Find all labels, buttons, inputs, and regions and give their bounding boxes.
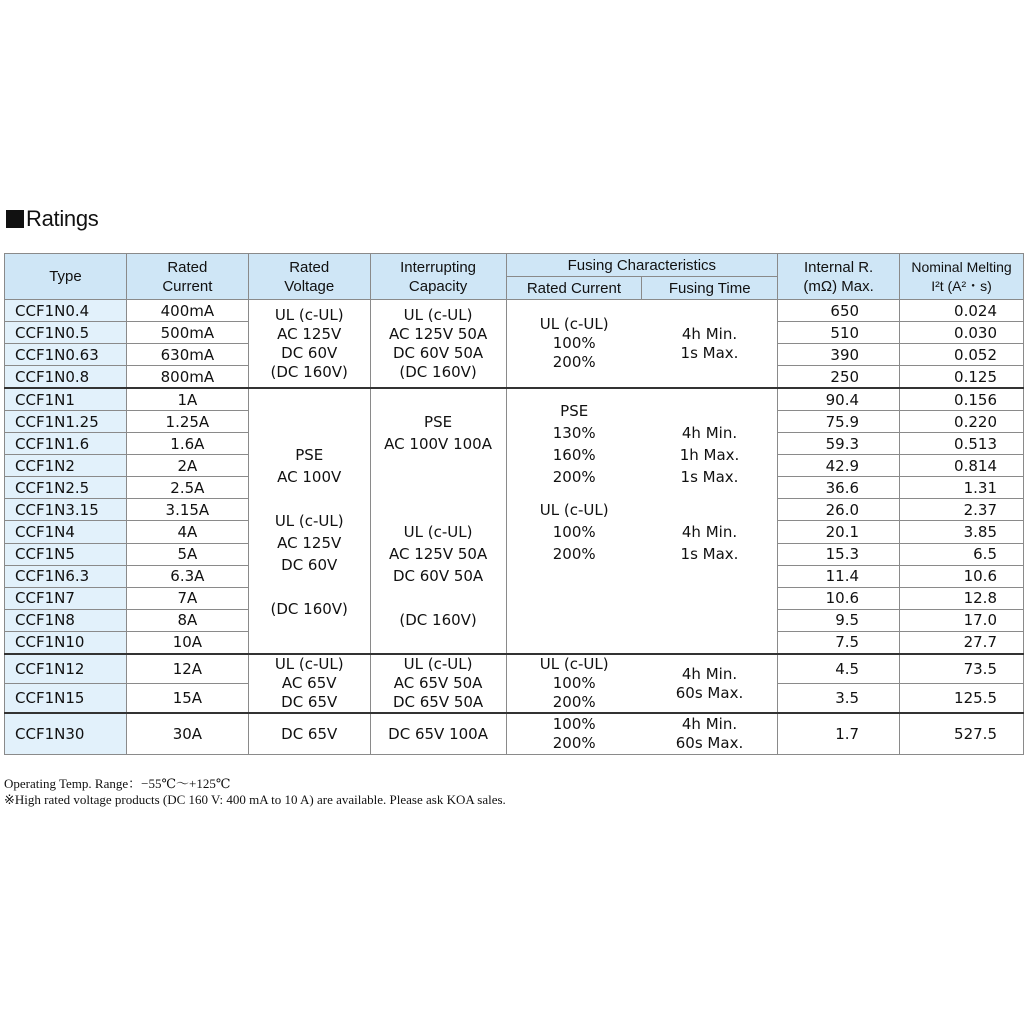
cell-i2t: 2.37 — [900, 499, 1024, 521]
cell-type: CCF1N4 — [5, 521, 127, 543]
header-fc-fusing-time: Fusing Time — [642, 277, 778, 300]
capacity-line: DC 60V 50A — [392, 567, 484, 585]
cell-i2t: 0.156 — [900, 388, 1024, 411]
cell-type: CCF1N2 — [5, 455, 127, 477]
cell-type: CCF1N10 — [5, 631, 127, 654]
cell-current: 1.25A — [126, 411, 248, 433]
cell-internal-r: 11.4 — [778, 565, 900, 587]
cell-current: 1A — [126, 388, 248, 411]
capacity-line: UL (c-UL) — [403, 655, 473, 673]
header-internal-r-line: Internal R. — [804, 258, 874, 276]
cell-capacity-group4: DC 65V 100A — [370, 713, 506, 755]
cell-internal-r: 3.5 — [778, 684, 900, 714]
cell-type: CCF1N7 — [5, 587, 127, 609]
header-rated-voltage-line: Voltage — [284, 277, 335, 295]
cell-i2t: 12.8 — [900, 587, 1024, 609]
cell-current: 15A — [126, 684, 248, 714]
cell-i2t: 0.814 — [900, 455, 1024, 477]
section-title — [6, 206, 99, 232]
cell-internal-r: 36.6 — [778, 477, 900, 499]
cell-current: 7A — [126, 587, 248, 609]
cell-type: CCF1N30 — [5, 713, 127, 755]
voltage-line: AC 65V — [281, 674, 337, 692]
fc-current-line: UL (c-UL) — [539, 315, 609, 333]
cell-current: 2A — [126, 455, 248, 477]
cell-current: 30A — [126, 713, 248, 755]
cell-type: CCF1N0.8 — [5, 366, 127, 389]
fc-time-line: 1s Max. — [680, 343, 739, 362]
cell-type: CCF1N6.3 — [5, 565, 127, 587]
cell-current: 800mA — [126, 366, 248, 389]
cell-type: CCF1N5 — [5, 543, 127, 565]
cell-internal-r: 42.9 — [778, 455, 900, 477]
cell-current: 4A — [126, 521, 248, 543]
cell-internal-r: 20.1 — [778, 521, 900, 543]
fc-current-line: PSE — [560, 402, 589, 420]
fc-time-line: 4h Min. — [681, 324, 738, 343]
voltage-line: UL (c-UL) — [274, 305, 344, 324]
cell-current: 12A — [126, 654, 248, 684]
cell-i2t: 73.5 — [900, 654, 1024, 684]
cell-voltage-group1 — [248, 300, 370, 389]
cell-internal-r: 26.0 — [778, 499, 900, 521]
square-bullet-icon — [6, 210, 24, 228]
capacity-line: DC 65V 50A — [392, 693, 484, 711]
cell-fc-time-group4 — [642, 713, 778, 755]
ratings-table — [4, 253, 1024, 755]
cell-internal-r: 7.5 — [778, 631, 900, 654]
capacity-line: DC 60V 50A — [392, 343, 484, 362]
fc-current-line: 200% — [552, 734, 596, 752]
voltage-line: UL (c-UL) — [274, 655, 344, 673]
cell-fc-time-group2 — [642, 388, 778, 654]
cell-i2t: 0.513 — [900, 433, 1024, 455]
header-rated-voltage — [248, 254, 370, 300]
cell-type: CCF1N8 — [5, 609, 127, 631]
cell-i2t: 0.024 — [900, 300, 1024, 322]
capacity-line: AC 125V 50A — [388, 545, 488, 563]
cell-i2t: 0.030 — [900, 322, 1024, 344]
cell-fc-time-group1 — [642, 300, 778, 389]
fc-current-line: 100% — [552, 334, 596, 352]
cell-current: 6.3A — [126, 565, 248, 587]
fc-time-line: 4h Min. — [681, 715, 738, 733]
cell-internal-r: 10.6 — [778, 587, 900, 609]
header-fusing-characteristics: Fusing Characteristics — [506, 254, 778, 277]
cell-internal-r: 650 — [778, 300, 900, 322]
note-high-voltage: ※High rated voltage products (DC 160 V: 400 mA to 10 A) are available. Please ask KOA sales. — [4, 792, 506, 807]
cell-type: CCF1N1.6 — [5, 433, 127, 455]
fc-time-line: 4h Min. — [681, 424, 738, 442]
capacity-line: AC 125V 50A — [388, 324, 488, 343]
capacity-line: AC 65V 50A — [393, 674, 483, 692]
capacity-line: (DC 160V) — [399, 611, 477, 629]
cell-fc-current-group2 — [506, 388, 642, 654]
cell-i2t: 527.5 — [900, 713, 1024, 755]
cell-capacity-group3 — [370, 654, 506, 713]
cell-type: CCF1N0.5 — [5, 322, 127, 344]
voltage-line: AC 125V — [277, 534, 342, 552]
cell-type: CCF1N3.15 — [5, 499, 127, 521]
cell-internal-r: 15.3 — [778, 543, 900, 565]
cell-type: CCF1N0.4 — [5, 300, 127, 322]
cell-capacity-group1 — [370, 300, 506, 389]
capacity-line: UL (c-UL) — [403, 305, 473, 324]
fc-current-line: 200% — [552, 693, 596, 711]
cell-voltage-group3 — [248, 654, 370, 713]
cell-internal-r: 4.5 — [778, 654, 900, 684]
header-rated-current — [126, 254, 248, 300]
cell-fc-time-group3 — [642, 654, 778, 713]
cell-type: CCF1N2.5 — [5, 477, 127, 499]
cell-voltage-group2 — [248, 388, 370, 654]
cell-internal-r: 59.3 — [778, 433, 900, 455]
capacity-line: AC 100V 100A — [384, 435, 492, 453]
cell-voltage-group4: DC 65V — [248, 713, 370, 755]
header-nominal-melting-line: Nominal Melting — [911, 258, 1012, 275]
header-interrupting-line: Interrupting — [400, 258, 477, 276]
cell-current: 2.5A — [126, 477, 248, 499]
cell-internal-r: 510 — [778, 322, 900, 344]
fc-current-line: 160% — [552, 446, 596, 464]
header-type: Type — [5, 254, 127, 300]
voltage-line: AC 100V — [277, 468, 342, 486]
cell-type: CCF1N12 — [5, 654, 127, 684]
fc-current-line: 200% — [552, 468, 596, 486]
fc-current-line: 100% — [552, 674, 596, 692]
cell-internal-r: 90.4 — [778, 388, 900, 411]
header-nominal-melting — [900, 254, 1024, 300]
header-rated-current-line: Rated — [167, 258, 208, 276]
fc-current-line: 130% — [552, 424, 596, 442]
fc-current-line: UL (c-UL) — [539, 655, 609, 673]
cell-i2t: 6.5 — [900, 543, 1024, 565]
voltage-line: (DC 160V) — [270, 362, 348, 381]
cell-i2t: 0.125 — [900, 366, 1024, 389]
cell-fc-current-group4 — [506, 713, 642, 755]
header-interrupting-line: Capacity — [408, 277, 468, 295]
cell-current: 500mA — [126, 322, 248, 344]
header-internal-r-line: (mΩ) Max. — [803, 277, 874, 295]
cell-internal-r: 1.7 — [778, 713, 900, 755]
cell-internal-r: 390 — [778, 344, 900, 366]
fc-time-line: 4h Min. — [681, 523, 738, 541]
header-nominal-melting-line: I²t (A²・s) — [931, 277, 992, 294]
cell-i2t: 3.85 — [900, 521, 1024, 543]
header-rated-voltage-line: Rated — [289, 258, 330, 276]
fc-time-line: 1h Max. — [679, 446, 740, 464]
header-interrupting-capacity — [370, 254, 506, 300]
fc-time-line: 1s Max. — [680, 545, 739, 563]
section-title-text: Ratings — [26, 206, 99, 231]
voltage-line: (DC 160V) — [270, 600, 348, 618]
note-operating-temp: Operating Temp. Range：−55℃～+125℃ — [4, 776, 231, 791]
fc-current-line: 200% — [552, 353, 596, 371]
fc-current-line: 100% — [552, 523, 596, 541]
fc-time-line: 1s Max. — [680, 468, 739, 486]
fc-time-line: 4h Min. — [681, 664, 738, 683]
cell-i2t: 0.052 — [900, 344, 1024, 366]
fc-current-line: 200% — [552, 545, 596, 563]
cell-type: CCF1N1.25 — [5, 411, 127, 433]
voltage-line: PSE — [295, 446, 324, 464]
voltage-line: UL (c-UL) — [274, 512, 344, 530]
cell-i2t: 17.0 — [900, 609, 1024, 631]
header-fc-rated-current: Rated Current — [506, 277, 642, 300]
cell-fc-current-group1 — [506, 300, 642, 389]
voltage-line: DC 60V — [281, 343, 338, 362]
cell-internal-r: 75.9 — [778, 411, 900, 433]
cell-i2t: 1.31 — [900, 477, 1024, 499]
cell-internal-r: 9.5 — [778, 609, 900, 631]
cell-current: 5A — [126, 543, 248, 565]
cell-current: 630mA — [126, 344, 248, 366]
cell-current: 3.15A — [126, 499, 248, 521]
capacity-line: (DC 160V) — [399, 362, 477, 381]
fc-time-line: 60s Max. — [675, 734, 744, 752]
header-internal-r — [778, 254, 900, 300]
fc-current-line: 100% — [552, 715, 596, 733]
cell-current: 8A — [126, 609, 248, 631]
cell-current: 10A — [126, 631, 248, 654]
voltage-line: DC 65V — [281, 693, 338, 711]
cell-type: CCF1N15 — [5, 684, 127, 714]
capacity-line: PSE — [424, 413, 453, 431]
cell-current: 1.6A — [126, 433, 248, 455]
cell-i2t: 10.6 — [900, 565, 1024, 587]
cell-fc-current-group3 — [506, 654, 642, 713]
cell-i2t: 0.220 — [900, 411, 1024, 433]
cell-capacity-group2 — [370, 388, 506, 654]
voltage-line: DC 60V — [281, 556, 338, 574]
fc-time-line: 60s Max. — [675, 683, 744, 702]
cell-current: 400mA — [126, 300, 248, 322]
cell-i2t: 27.7 — [900, 631, 1024, 654]
fc-current-line: UL (c-UL) — [539, 501, 609, 519]
voltage-line: AC 125V — [277, 324, 342, 343]
cell-type: CCF1N0.63 — [5, 344, 127, 366]
header-rated-current-line: Current — [162, 277, 213, 295]
cell-type: CCF1N1 — [5, 388, 127, 411]
cell-i2t: 125.5 — [900, 684, 1024, 714]
cell-internal-r: 250 — [778, 366, 900, 389]
capacity-line: UL (c-UL) — [403, 523, 473, 541]
